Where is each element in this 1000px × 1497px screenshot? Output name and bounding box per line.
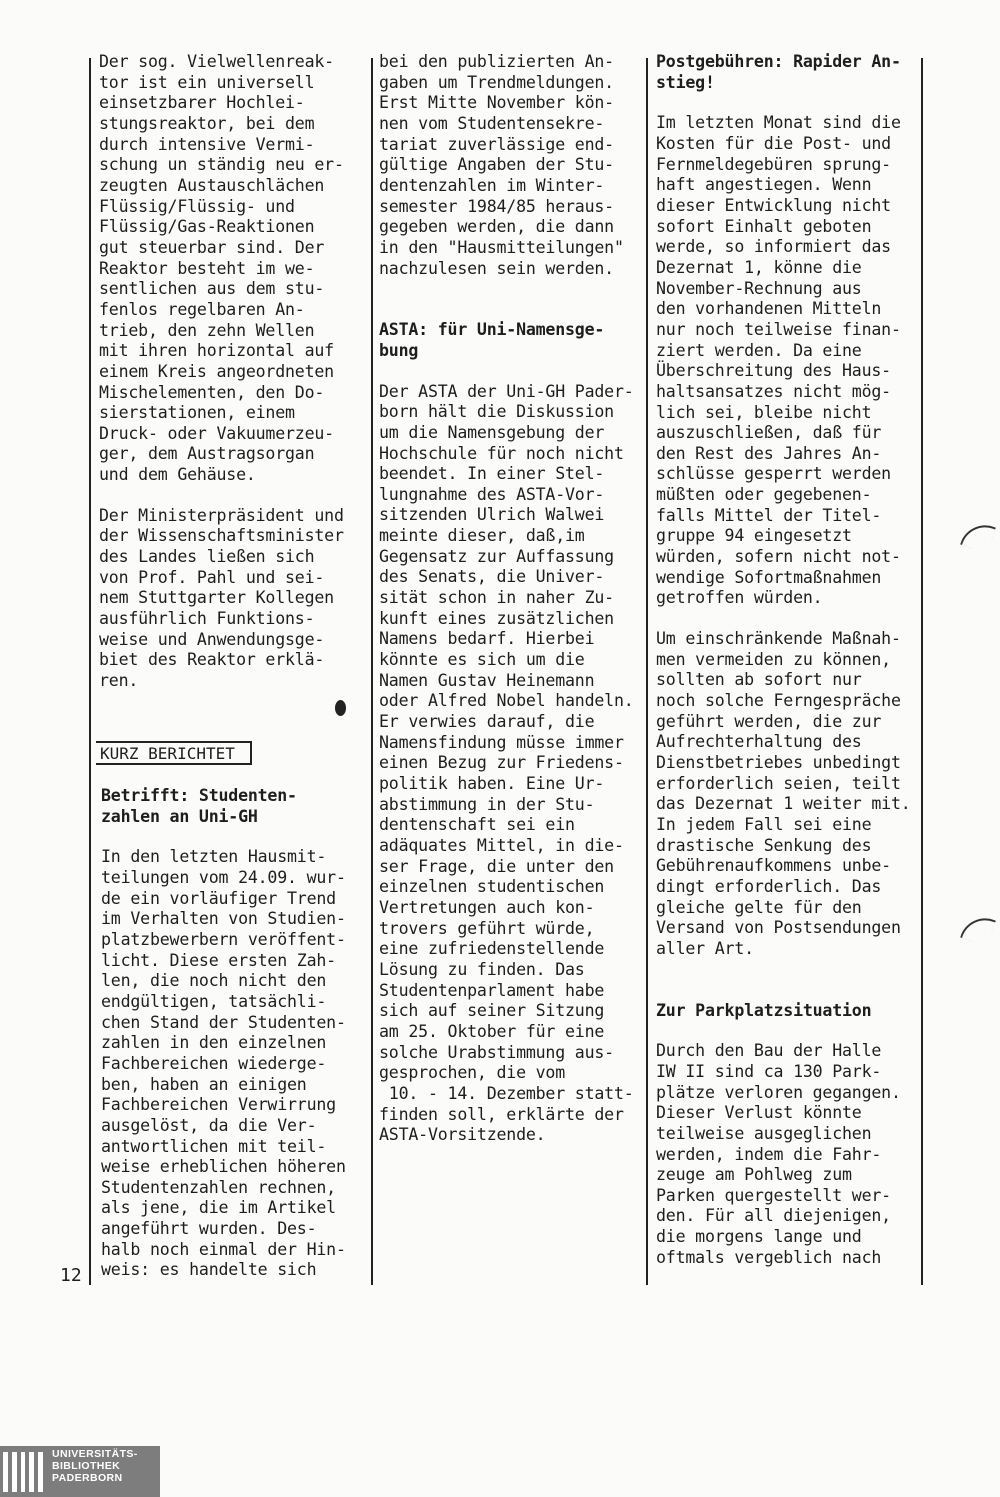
article-body-asta: Der ASTA der Uni-GH Pader- born hält die Diskussion um die Namensgebung der Hochschule für noch nicht beendet. In einer Stel- lungnahme des ASTA-Vor- sitzenden Ulrich Walwei meinte dieser, daß,im Gegensatz zur Auffassung des Senats, die Univer- sität schon in naher Zu- kunft eines zusätzlichen Namens bedarf. Hierbei könnte es sich um die Namen Gustav Heinemann oder Alfred Nobel handeln. Er verwies darauf, die Namensfindung müsse immer einen Bezug zur Friedens- politik haben. Eine Ur- abstimmung in der Stu- dentenschaft sei ein adäquates Mittel, in die- ser Frage, die unter den einzelnen studentischen Vertretungen auch kon- trovers geführt würde, eine zufriedenstellende Lösung zu finden. Das Studentenparlament habe sich auf seiner Sitzung am 25. Oktober für eine solche Urabstimmung aus- gesprochen, die vom 10. - 14. Dezember statt- finden soll, erklärte der ASTA-Vorsitzende.: [379, 381, 634, 1145]
minister-paragraph: Der Ministerpräsident und der Wissenschaftsminister des Landes ließen sich von Prof. Pahl und sei- nem Stuttgarter Kollegen ausführlich Funktions- weise und Anwendungsge- biet des Reaktor erklä- ren.: [99, 505, 344, 691]
article-continuation: bei den publizierten An- gaben um Trendmeldungen. Erst Mitte November kön- nen vom Studentensekre- tariat zuverlässige end- gültige Angaben der Stu- dentenzahlen im Winter- semester 1984/85 heraus- gegeben werden, die dann in den "Hausmitteilungen" nachzulesen sein werden.: [379, 52, 624, 278]
article-headline-studentenzahlen: Betrifft: Studenten- zahlen an Uni-GH: [101, 786, 297, 826]
column-rule-right: [921, 58, 923, 1285]
logo-line: UNIVERSITÄTS-: [52, 1448, 138, 1460]
column-2: [379, 52, 634, 1146]
article-headline-postgebuehren: Postgebühren: Rapider An- stieg!: [656, 52, 901, 92]
logo-line: BIBLIOTHEK: [52, 1460, 121, 1472]
article-body-parkplatz: Durch den Bau der Halle IW II sind ca 130 Park- plätze verloren gegangen. Dieser Verlust könnte teilweise ausgeglichen werden, indem die Fahr- zeuge am Pohlweg zum Parken quergestellt wer- den. Für all diejenigen, die morgens lange und oftmals vergeblich nach: [656, 1041, 901, 1267]
column-3: [656, 52, 911, 1268]
article-headline-parkplatz: Zur Parkplatzsituation: [656, 1000, 872, 1020]
logo-line: PADERBORN: [52, 1472, 123, 1484]
column-1-lower: [101, 786, 346, 1281]
barcode-stripes-icon: [3, 1452, 43, 1492]
article-headline-asta: ASTA: für Uni-Namensge- bung: [379, 320, 605, 360]
article-body-postgebuehren-1: Im letzten Monat sind die Kosten für die Post- und Fernmeldegebüren sprung- haft angestiegen. Wenn dieser Entwicklung nicht sofort Einhalt geboten werde, so informiert das Dezernat 1, könne die November-Rechnung aus den vorhandenen Mitteln nur noch teilweise finan- ziert werden. Da eine Überschreitung des Haus- haltsansatzes nicht mög- lich sei, bleibe nicht auszuschließen, daß für den Rest des Jahres An- schlüsse gesperrt werden müßten oder gegebenen- falls Mittel der Titel- gruppe 94 eingesetzt würden, sofern nicht not- wendige Sofortmaßnahmen getroffen würden.: [656, 113, 901, 608]
page-number: 12: [60, 1265, 82, 1286]
column-1: [99, 52, 344, 692]
column-rule-mid-right: [646, 58, 648, 1285]
column-rule-left: [89, 58, 91, 1285]
article-body-postgebuehren-2: Um einschränkende Maßnah- men vermeiden zu können, sollten ab sofort nur noch solche Ferngespräche geführt werden, die zur Aufrechterhaltung des Dienstbetriebes unbedingt erforderlich seien, teilt das Dezernat 1 weiter mit. In jedem Fall sei eine drastische Senkung des Gebührenaufkommens unbe- dingt erforderlich. Das gleiche gelte für den Versand von Postsendungen aller Art.: [656, 629, 911, 958]
column-rule-mid-left: [371, 58, 373, 1285]
end-of-article-bullet: [335, 700, 346, 716]
punch-hole-mark: [960, 518, 996, 554]
reactor-paragraph: Der sog. Vielwellenreak- tor ist ein universell einsetzbarer Hochlei- stungsreaktor, bei dem durch intensive Vermi- schung un ständig neu er- zeugten Austauschlächen Flüssig/Flüssig- und Flüssig/Gas-Reaktionen gut steuerbar sind. Der Reaktor besteht im we- sentlichen aus dem stu- fenlos regelbaren An- trieb, den zehn Wellen mit ihren horizontal auf einem Kreis angeordneten Mischelementen, den Do- sierstationen, einem Druck- oder Vakuumerzeu- ger, dem Austragsorgan und dem Gehäuse.: [99, 52, 344, 485]
article-body-studentenzahlen: In den letzten Hausmit- teilungen vom 24.09. wur- de ein vorläufiger Trend im Verhalten von Studien- platzbewerbern veröffent- licht. Diese ersten Zah- len, die noch nicht den endgültigen, tatsächli- chen Stand der Studenten- zahlen in den einzelnen Fachbereichen wiederge- ben, haben an einigen Fachbereichen Verwirrung ausgelöst, da die Ver- antwortlichen mit teil- weise erheblichen höheren Studentenzahlen rechnen, als jene, die im Artikel angeführt wurden. Des- halb noch einmal der Hin- weis: es handelte sich: [101, 847, 346, 1280]
section-label: KURZ BERICHTET: [100, 744, 235, 763]
punch-hole-mark: [960, 911, 996, 947]
library-logo: [0, 1446, 160, 1497]
